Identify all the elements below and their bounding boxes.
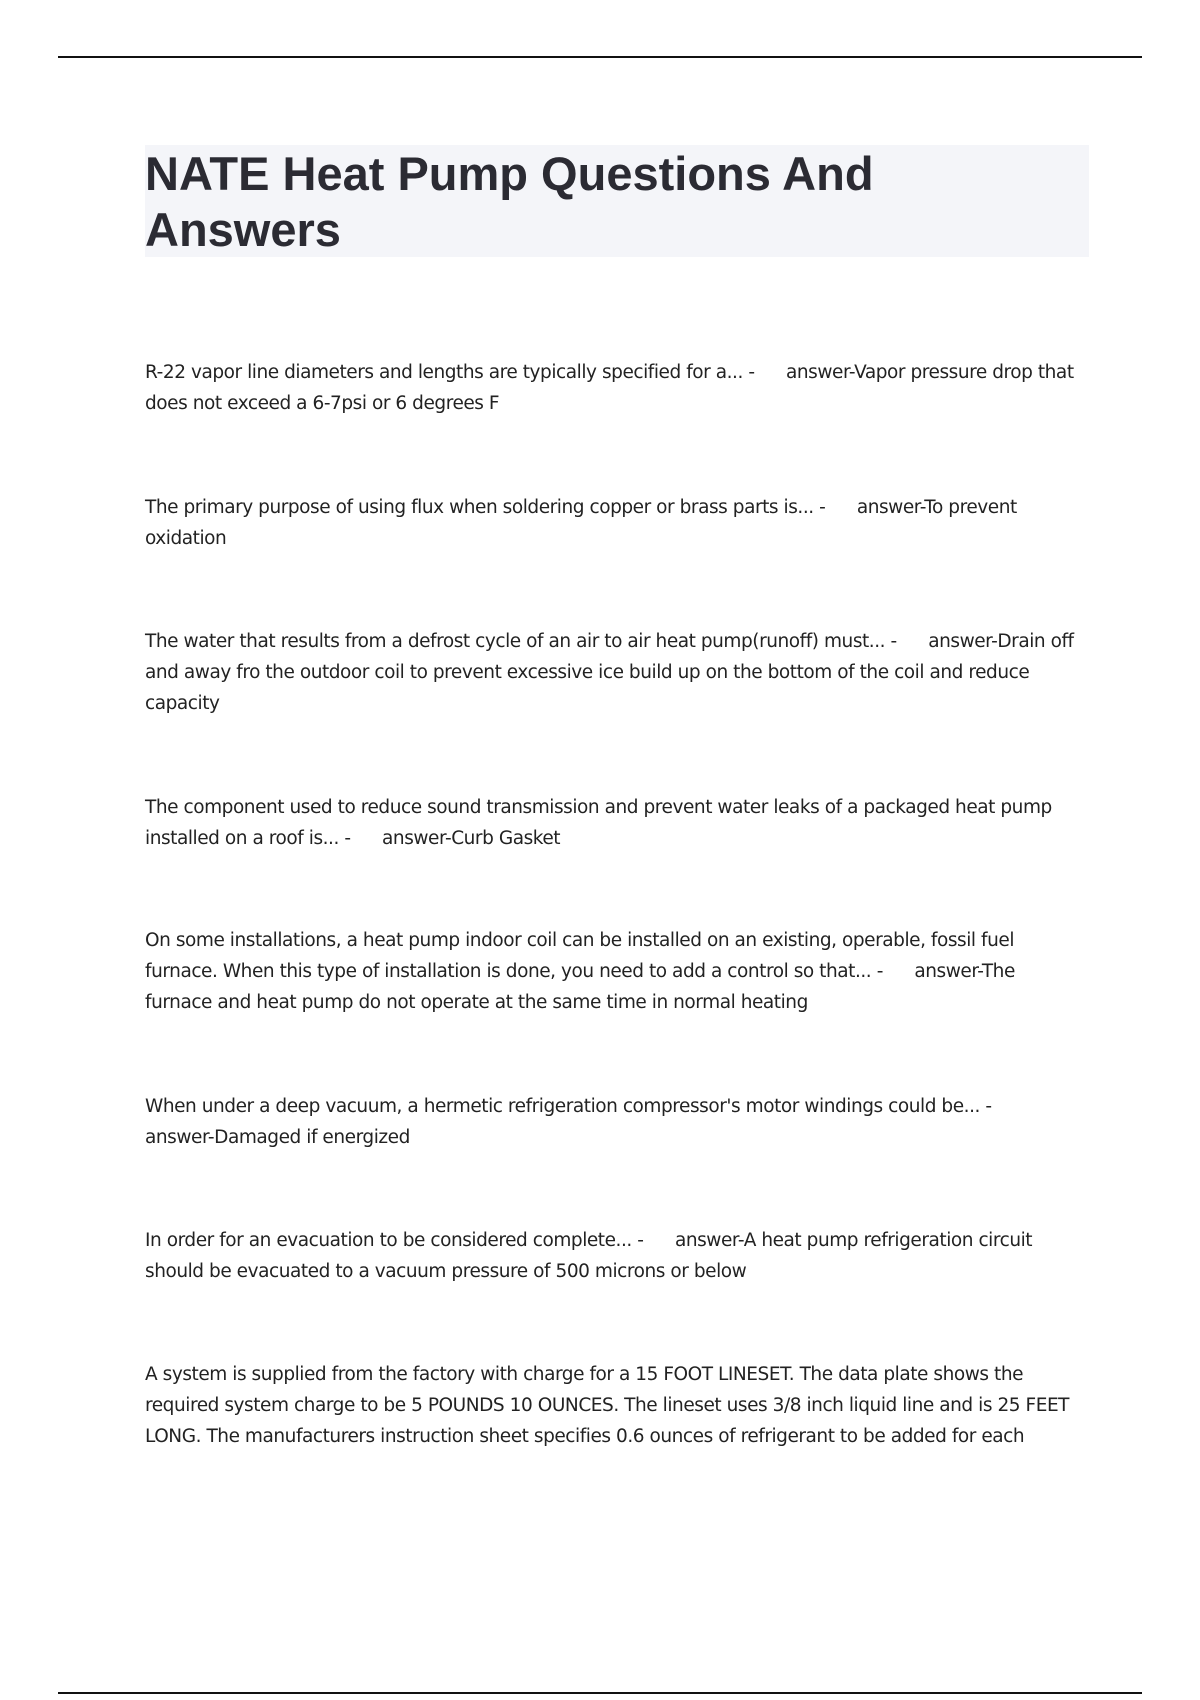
question-text: When under a deep vacuum, a hermetic refrigeration compressor's motor windings could be...: [145, 1096, 980, 1117]
top-rule: [58, 56, 1142, 58]
answer-text: answer-Drain off and away fro the outdoor coil to prevent excessive ice build up on the bottom of the coil and reduce capacity: [145, 631, 1074, 714]
page-title: NATE Heat Pump Questions And Answers: [145, 147, 874, 256]
question-text: On some installations, a heat pump indoor coil can be installed on an existing, operable, fossil fuel furnace. When this type of installation is done, you need to add a control so that...: [145, 930, 1015, 982]
qa-item-4: [145, 792, 1085, 854]
answer-text: answer-Vapor pressure drop that does not exceed a 6-7psi or 6 degrees F: [145, 362, 1074, 414]
answer-text: answer-Curb Gasket: [382, 828, 561, 849]
question-text: R-22 vapor line diameters and lengths are typically specified for a...: [145, 362, 743, 383]
qa-item-1: [145, 357, 1085, 419]
question-text: In order for an evacuation to be considered complete...: [145, 1230, 632, 1251]
separator: -: [344, 828, 351, 849]
answer-text: answer-Damaged if energized: [145, 1127, 410, 1148]
separator: -: [876, 961, 883, 982]
answer-text: answer-A heat pump refrigeration circuit should be evacuated to a vacuum pressure of 500 microns or below: [145, 1230, 1033, 1282]
question-text: The primary purpose of using flux when soldering copper or brass parts is...: [145, 497, 814, 518]
answer-text: answer-The furnace and heat pump do not operate at the same time in normal heating: [145, 961, 1015, 1013]
separator: -: [637, 1230, 644, 1251]
qa-item-2: [145, 492, 1085, 554]
bottom-rule: [58, 1692, 1142, 1694]
separator: -: [748, 362, 755, 383]
qa-item-5: [145, 925, 1085, 1018]
separator: -: [985, 1096, 992, 1117]
qa-item-7: [145, 1225, 1085, 1287]
question-text: A system is supplied from the factory with charge for a 15 FOOT LINESET. The data plate shows the required system charge to be 5 POUNDS 10 OUNCES. The lineset uses 3/8 inch liquid line and is 25 FEET LONG. The manufacturers instruction sheet specifies 0.6 ounces of refrigerant to be added for each: [145, 1364, 1070, 1447]
answer-text: answer-To prevent oxidation: [145, 497, 1017, 549]
separator: -: [819, 497, 826, 518]
qa-item-6: [145, 1091, 1085, 1153]
qa-item-8: [145, 1359, 1085, 1452]
separator: -: [890, 631, 897, 652]
question-text: The water that results from a defrost cycle of an air to air heat pump(runoff) must...: [145, 631, 886, 652]
qa-item-3: [145, 626, 1085, 719]
question-text: The component used to reduce sound transmission and prevent water leaks of a packaged heat pump installed on a roof is...: [145, 797, 1052, 849]
